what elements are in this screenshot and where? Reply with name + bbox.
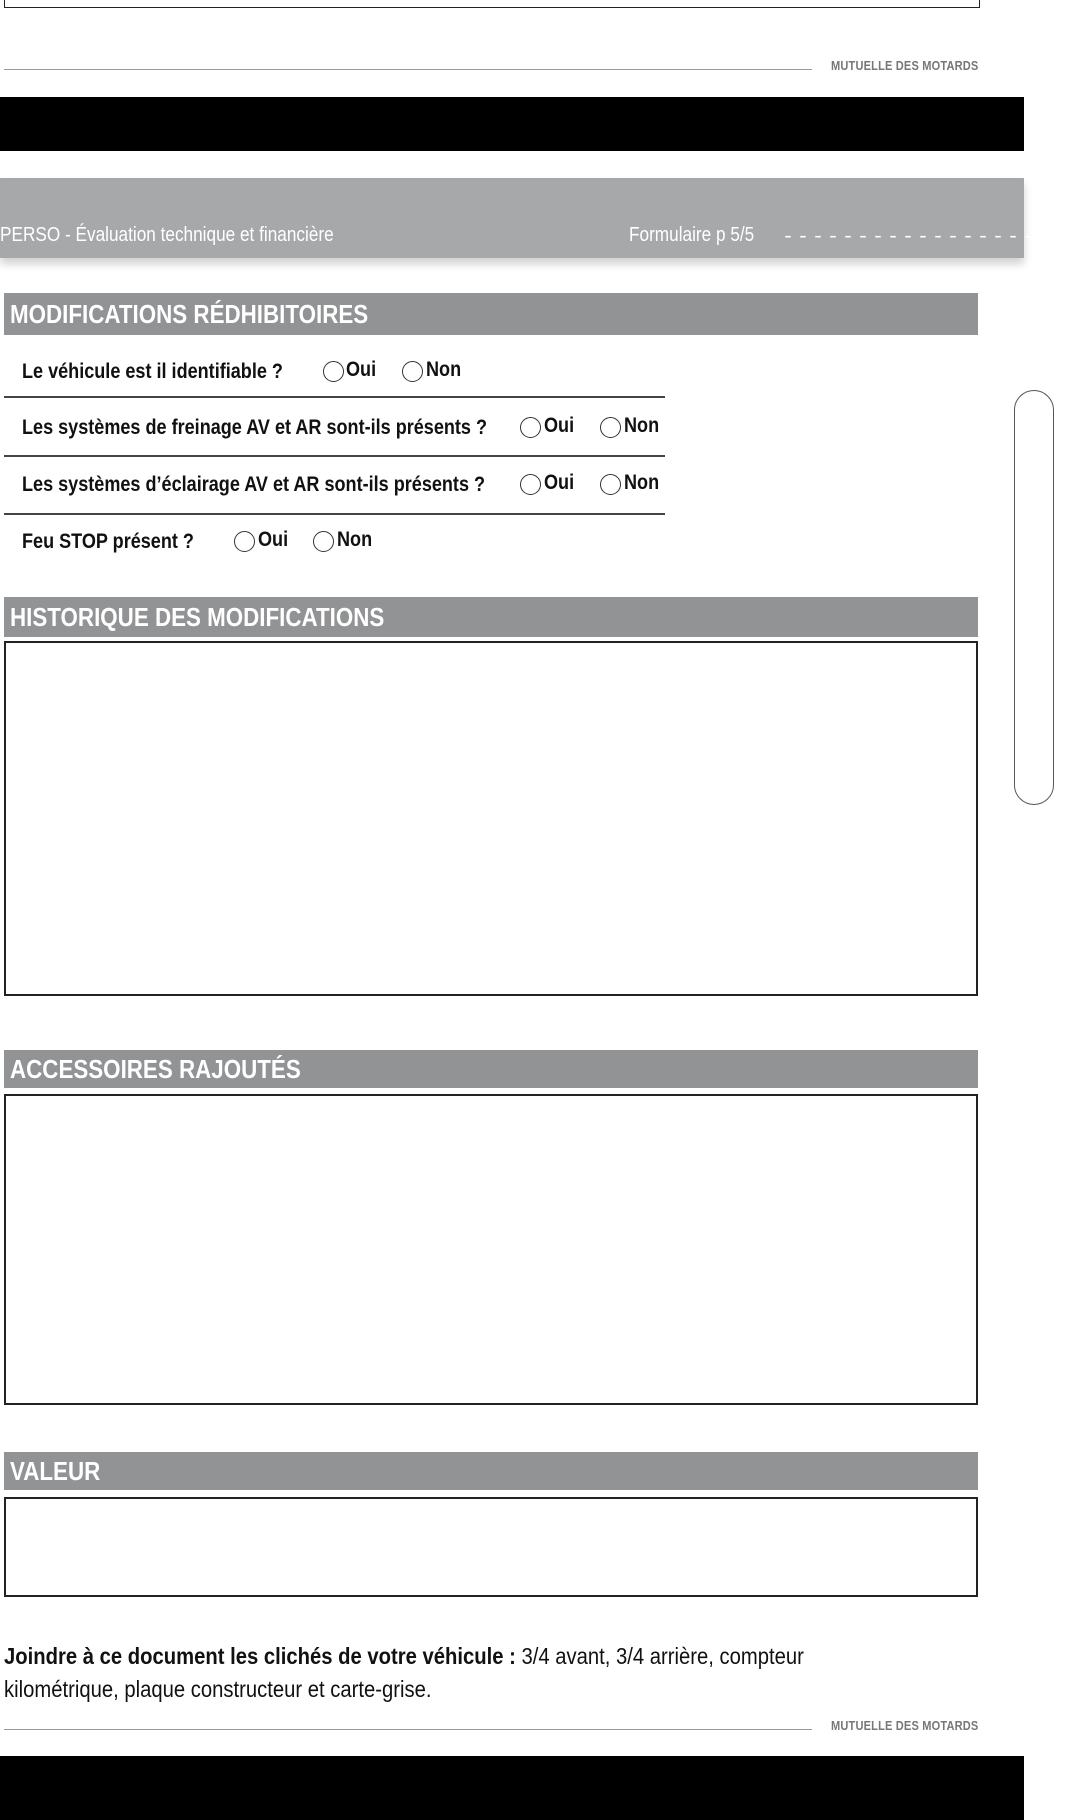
- radio-label-oui: Oui: [258, 528, 289, 551]
- footer-rule-bottom: [4, 1729, 812, 1730]
- radio-freinage-non[interactable]: [600, 417, 621, 438]
- radio-feu-stop-non[interactable]: [313, 531, 334, 552]
- section-title: MODIFICATIONS RÉDHIBITOIRES: [10, 298, 369, 329]
- question-label: Les systèmes de freinage AV et AR sont-ils présents ?: [22, 416, 488, 439]
- row-separator: [4, 396, 665, 398]
- section-header-accessoires: [4, 1050, 978, 1088]
- question-label: Feu STOP présent ?: [22, 530, 194, 553]
- previous-page-box: [4, 0, 980, 8]
- section-title: VALEUR: [10, 1455, 101, 1486]
- section-header-valeur: [4, 1452, 978, 1490]
- question-label: Le véhicule est il identifiable ?: [22, 360, 283, 383]
- row-separator: [4, 513, 665, 515]
- footer-rule-top: [4, 69, 812, 70]
- page-header-banner: [0, 178, 1067, 258]
- form-title: PERSO - Évaluation technique et financière: [0, 224, 334, 246]
- radio-identifiable-non[interactable]: [402, 361, 423, 382]
- question-row-identifiable: [22, 358, 325, 386]
- question-label: Les systèmes d’éclairage AV et AR sont-ils présents ?: [22, 473, 486, 496]
- page-divider-band: [0, 97, 1024, 151]
- footer-brand-bottom: MUTUELLE DES MOTARDS: [830, 1718, 978, 1733]
- question-row-eclairage: [22, 471, 560, 499]
- footnote: [4, 1640, 866, 1706]
- header-dashes: -------------------: [782, 226, 1067, 249]
- row-separator: [4, 455, 665, 457]
- radio-eclairage-non[interactable]: [600, 474, 621, 495]
- radio-label-non: Non: [624, 414, 660, 437]
- section-title: HISTORIQUE DES MODIFICATIONS: [10, 601, 385, 632]
- page-divider-band-bottom: [0, 1756, 1024, 1820]
- section-header-modifications: [4, 293, 978, 335]
- footnote-rest: 3/4 avant, 3/4 arrière, compteur kilométrique, plaque constructeur et carte-grise.: [4, 1643, 804, 1702]
- page-number: Formulaire p 5/5: [629, 224, 755, 246]
- side-bracket-decoration: [1014, 390, 1054, 805]
- historique-textarea[interactable]: [4, 641, 978, 996]
- radio-identifiable-oui[interactable]: [323, 361, 344, 382]
- section-title: ACCESSOIRES RAJOUTÉS: [10, 1053, 301, 1084]
- valeur-textarea[interactable]: [4, 1497, 978, 1597]
- radio-label-non: Non: [426, 358, 462, 381]
- radio-eclairage-oui[interactable]: [520, 474, 541, 495]
- footnote-bold: Joindre à ce document les clichés de votre véhicule :: [4, 1643, 516, 1669]
- accessoires-textarea[interactable]: [4, 1094, 978, 1405]
- question-row-feu-stop: [22, 528, 222, 556]
- footer-brand-top: MUTUELLE DES MOTARDS: [830, 58, 978, 73]
- radio-label-non: Non: [337, 528, 373, 551]
- radio-freinage-oui[interactable]: [520, 417, 541, 438]
- radio-label-oui: Oui: [544, 414, 575, 437]
- radio-label-non: Non: [624, 471, 660, 494]
- radio-label-oui: Oui: [346, 358, 377, 381]
- section-header-historique: [4, 597, 978, 637]
- question-row-freinage: [22, 414, 563, 442]
- radio-feu-stop-oui[interactable]: [234, 531, 255, 552]
- radio-label-oui: Oui: [544, 471, 575, 494]
